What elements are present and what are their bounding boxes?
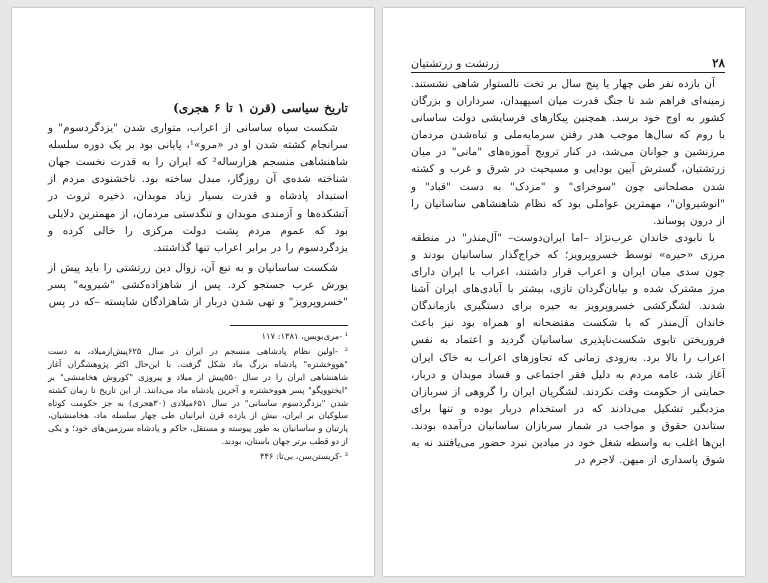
left-paragraph-2: شکست ساسانیان و به تبع آن، زوال دین زرتشتی را باید پیش از یورش عرب جستجو کرد. پس از شاهزاده‌کشی "شیرویه" پسر "خسروپرویز" و تهی شدن دربار از شاهزادگان شایسته –که در پس (48, 261, 348, 309)
running-header: زرتشت و زرتشتیان (411, 57, 500, 70)
left-paragraph-1: شکست سپاه ساسانی از اعراب، متواری شدن "یزدگردسوم" و سرانجام کشته شدن او در «مرو»¹، پایانی بود بر یک دوره سلسله شاهنشاهی منسجم هزارساله² که ایران را به قدرت نخست جهان شناخته شده‌ی آن روزگار، مبدل ساخته بود. ناخشنودی مردم از استبداد پادشاه و قدرت بسیار زیاد موبدان، ذخیره ثروت در آتشکده‌ها و آزمندی موبدان و تنگدستی مردمان، از مهمترین دلایلی بود که عموم مردم پشت دولت مرکزی را خالی کرده و یزدگردسوم را در برابر اعراب تنها گذاشتند. (48, 122, 348, 254)
footnotes (48, 330, 348, 465)
right-paragraph-1: آن بازده نفر طی چهار یا پنج سال بر تخت نالستوار شاهی نشستند. زمینه‌ای فراهم شد تا جنگ قدرت میان اسپهبدان، سرداران و بزرگان کشور به اوج خود برسد. همچنین پیکارهای فرسایشی دولت ساسانی با روم که سال‌ها موجب هدر رفتن سرمایه‌ملی و تباه‌شدن مردمان مرزنشین و جوانان می‌شد، در کنار ترویج آموزه‌های "مانی" در میان زرتشتیان، گسترش آیین بودایی و مسیحیت در شرق و غرب و کشته شدن مصلحانی چون "سوخرای" و "مزدک" به دست "قباد" و "انوشیروان"، مهمترین عواملی بود که نظام شاهنشاهی ساسانیان را از درون پوساند. (411, 78, 725, 227)
footnote-1: ¹ -مری‌بویس، ۱۳۸۱: ۱۱۷ (261, 331, 348, 341)
right-page-body (411, 76, 725, 469)
header-rule (411, 72, 725, 73)
footnote-2: ² -اولین نظام پادشاهی منسجم در ایران در سال ۶۲۵پیش‌ازمیلاد، به دست "هووخشتره" پادشاه بزرگ ماد شکل گرفت. با این‌حال اکثر پژوهشگران آغاز شاهنشاهی ایران را در سال ۵۵۰پیش از میلاد و پیروزی "کوروش هخامنشی" بر "ایختوویگو" پسر هووخشتره و آخرین پادشاه ماد می‌دانند. از این تاریخ تا زمان کشته شدن "یزدگردسوم ساسانی" در سال ۶۵۱میلادی (۳۰هجری) به جز حکومت کوتاه سلوکیان بر ایران، بیش از یازده قرن ایرانیان طی چهار سلسله ماد، هخامنشیان، پارتیان و ساسانیان به طور پیوسته و مستقل، حاکم و پادشاه سرزمین‌های خود؛ و یکی از دو قطب برتر جهان باستان، بودند. (48, 345, 348, 447)
footnote-separator (230, 325, 348, 326)
section-title: تاریخ سیاسی (قرن ۱ تا ۶ هجری) (173, 101, 348, 115)
page-number: ۲۸ (712, 56, 725, 70)
page-header (411, 52, 725, 70)
right-paragraph-2: با نابودی خاندان عرب‌نژاد –اما ایران‌دوست– "آل‌منذر" در منطقه مرزی «حیره» توسط خسروپرویز؛ که خراج‌گذار ساسانیان بودند و چون سدی میان ایران و اعراب قرار داشتند، اعراب با ایران دارای مرز مشترک شده و بیابان‌گردان تازی، بیشتر با آبادی‌های ایران آشنا شدند. لشگرکشی خسروپرویز به حیره برای دستگیری بازماندگان خاندان آل‌منذر که با شکست مفتضحانه او همراه بود نیز باعث فروریختن تابوی شکست‌ناپذیری ساسانیان گردید و اعتماد به نفس اعراب را بالا برد. به‌زودی زمانی که تجاوزهای اعراب به خاک ایران آغاز شد، عامه مردم به دلیل فقر اجتماعی و فساد موبدان و دربار، حمایتی از حکومت وقت نکردند. لشگریان ایران را گروهی از سربازان مزدبگیر تشکیل می‌دادند که در استخدام دربار بوده و تنها برای ستاندن حقوق و مواجب در شمار سربازان ساسانیان درآمده بودند. این‌ها اغلب به واسطه شغل خود در میادین نبرد حضور می‌یافتند نه به شوق پاسداری از میهن. لاجرم در (411, 231, 725, 467)
left-page-body (48, 100, 348, 314)
right-page (383, 8, 745, 576)
footnote-3: ³ -کریستن‌سن، بی‌تا: ۴۴۶ (259, 451, 348, 462)
left-page (12, 8, 374, 576)
